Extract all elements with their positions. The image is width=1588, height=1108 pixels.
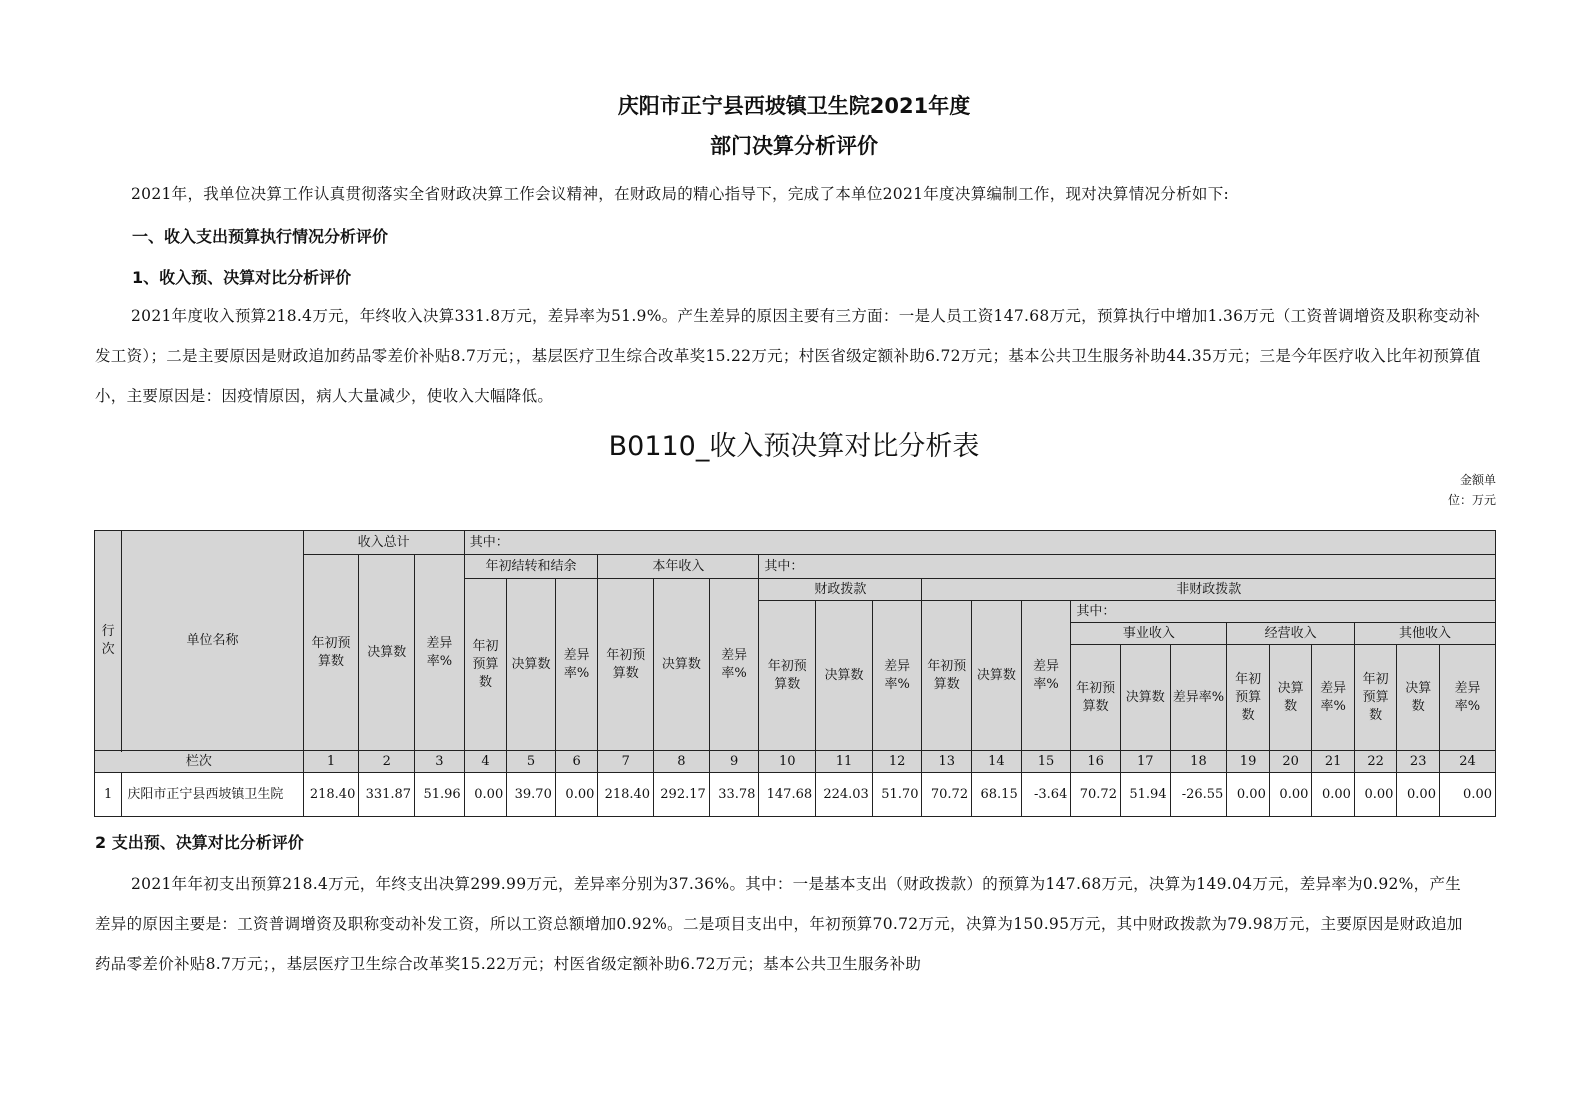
intro-paragraph: 2021年，我单位决算工作认真贯彻落实全省财政决算工作会议精神，在财政局的精心指导下，完成了本单位2021年度决算编制工作，现对决算情况分析如下:	[131, 185, 1230, 203]
header-current-income: 本年收入	[598, 555, 759, 579]
col-num: 4	[464, 751, 507, 773]
unit-label: 金额单位：万元	[1447, 473, 1496, 507]
row-value: 0.00	[1397, 773, 1440, 817]
col-num: 23	[1397, 751, 1440, 773]
header-other-income: 其他收入	[1354, 623, 1495, 645]
header-fiscal-diff: 差异率%	[872, 601, 922, 751]
row-value: 0.00	[1312, 773, 1355, 817]
row-value: 0.00	[555, 773, 598, 817]
header-nonfiscal: 非财政拨款	[922, 579, 1496, 601]
row-value: 51.70	[872, 773, 922, 817]
col-num: 6	[555, 751, 598, 773]
row-value: 70.72	[922, 773, 972, 817]
col-num: 16	[1071, 751, 1121, 773]
sub1-heading: 1、收入预、决算对比分析评价	[132, 268, 352, 287]
row-value: 51.94	[1120, 773, 1170, 817]
row-unit-name: 庆阳市正宁县西坡镇卫生院	[122, 773, 303, 817]
header-carry-final: 决算数	[507, 579, 556, 751]
header-nonfiscal-budget: 年初预算数	[922, 601, 972, 751]
row-value: 70.72	[1071, 773, 1121, 817]
sub2-paragraph: 2021年年初支出预算218.4万元，年终支出决算299.99万元，差异率分别为37.36%。其中：一是基本支出（财政拨款）的预算为147.68万元，决算为149.04万元，差异率为0.92%，产生差异的原因主要是：工资普调增资及职称变动补发工资，所以工资总额增加0.92%。二是项目支出中，年初预算70.72万元，决算为150.95万元，其中财政拨款为79.98万元，主要原因是财政追加药品零差价补贴8.7万元；，基层医疗卫生综合改革奖15.22万元；村医省级定额补助6.72万元；基本公共卫生服务补助	[95, 875, 1463, 973]
col-num: 12	[872, 751, 922, 773]
doc-title-line1: 庆阳市正宁县西坡镇卫生院2021年度	[617, 94, 971, 118]
header-carry-budget: 年初预算数	[464, 579, 507, 751]
row-value: 0.00	[1227, 773, 1270, 817]
header-fiscal: 财政拨款	[759, 579, 922, 601]
header-current-diff: 差异率%	[709, 579, 759, 751]
row-value: 0.00	[464, 773, 507, 817]
row-value: 39.70	[507, 773, 556, 817]
col-num: 17	[1120, 751, 1170, 773]
col-num: 19	[1227, 751, 1270, 773]
col-num: 3	[415, 751, 465, 773]
header-business-final: 决算数	[1120, 645, 1170, 751]
header-among: 其中：	[464, 531, 1495, 555]
doc-title-line2: 部门决算分析评价	[710, 134, 878, 158]
col-num: 14	[972, 751, 1022, 773]
header-business-income: 事业收入	[1071, 623, 1227, 645]
col-num: 22	[1354, 751, 1397, 773]
header-nonfiscal-final: 决算数	[972, 601, 1022, 751]
col-num: 20	[1269, 751, 1312, 773]
header-total-budget: 年初预算数	[303, 555, 359, 751]
col-num: 21	[1312, 751, 1355, 773]
row-value: 218.40	[303, 773, 359, 817]
header-current-budget: 年初预算数	[598, 579, 654, 751]
col-num: 13	[922, 751, 972, 773]
col-num: 18	[1170, 751, 1227, 773]
header-other-budget: 年初预算数	[1354, 645, 1397, 751]
header-fiscal-budget: 年初预算数	[759, 601, 816, 751]
header-current-final: 决算数	[654, 579, 710, 751]
row-value: 292.17	[654, 773, 710, 817]
row-value: 0.00	[1269, 773, 1312, 817]
header-carry-diff: 差异率%	[555, 579, 598, 751]
row-value: 0.00	[1354, 773, 1397, 817]
header-nonfiscal-diff: 差异率%	[1021, 601, 1071, 751]
header-operating-income: 经营收入	[1227, 623, 1355, 645]
section1-heading: 一、收入支出预算执行情况分析评价	[132, 227, 389, 246]
header-business-diff: 差异率%	[1170, 645, 1227, 751]
col-num: 10	[759, 751, 816, 773]
row-value: 51.96	[415, 773, 465, 817]
col-num: 7	[598, 751, 654, 773]
row-value: -3.64	[1021, 773, 1071, 817]
table-title: B0110_收入预决算对比分析表	[608, 431, 980, 462]
row-value: 33.78	[709, 773, 759, 817]
header-business-budget: 年初预算数	[1071, 645, 1121, 751]
row-value: 224.03	[816, 773, 873, 817]
row-value: -26.55	[1170, 773, 1227, 817]
header-among-2: 其中：	[759, 555, 1496, 579]
header-total-diff: 差异率%	[415, 555, 465, 751]
header-other-diff: 差异率%	[1439, 645, 1495, 751]
row-value: 0.00	[1439, 773, 1495, 817]
row-value: 147.68	[759, 773, 816, 817]
sub2-heading: 2 支出预、决算对比分析评价	[95, 833, 304, 852]
col-num: 24	[1439, 751, 1495, 773]
row-value: 218.40	[598, 773, 654, 817]
col-num: 11	[816, 751, 873, 773]
lanci-label: 栏次	[95, 751, 304, 773]
col-num: 9	[709, 751, 759, 773]
row-value: 68.15	[972, 773, 1022, 817]
row-index: 1	[95, 773, 122, 817]
col-num: 8	[654, 751, 710, 773]
header-fiscal-final: 决算数	[816, 601, 873, 751]
header-among-3: 其中：	[1071, 601, 1496, 623]
header-unit-name: 单位名称	[122, 531, 303, 751]
header-row-index: 行次	[95, 531, 122, 751]
header-operating-budget: 年初预算数	[1227, 645, 1270, 751]
header-operating-diff: 差异率%	[1312, 645, 1355, 751]
header-operating-final: 决算数	[1269, 645, 1312, 751]
row-value: 331.87	[359, 773, 415, 817]
sub1-paragraph: 2021年度收入预算218.4万元，年终收入决算331.8万元，差异率为51.9%。产生差异的原因主要有三方面：一是人员工资147.68万元，预算执行中增加1.36万元（工资普调增资及职称变动补发工资）；二是主要原因是财政追加药品零差价补贴8.7万元；，基层医疗卫生综合改革奖15.22万元；村医省级定额补助6.72万元；基本公共卫生服务补助44.35万元；三是今年医疗收入比年初预算值小，主要原因是：因疫情原因，病人大量减少，使收入大幅降低。	[95, 307, 1481, 405]
header-carryover: 年初结转和结余	[464, 555, 598, 579]
table-row	[95, 773, 1496, 817]
col-num: 5	[507, 751, 556, 773]
column-number-row	[95, 751, 1496, 773]
col-num: 1	[303, 751, 359, 773]
header-total-income: 收入总计	[303, 531, 464, 555]
col-num: 2	[359, 751, 415, 773]
col-num: 15	[1021, 751, 1071, 773]
header-total-final: 决算数	[359, 555, 415, 751]
income-comparison-table	[94, 530, 1496, 817]
header-other-final: 决算数	[1397, 645, 1440, 751]
